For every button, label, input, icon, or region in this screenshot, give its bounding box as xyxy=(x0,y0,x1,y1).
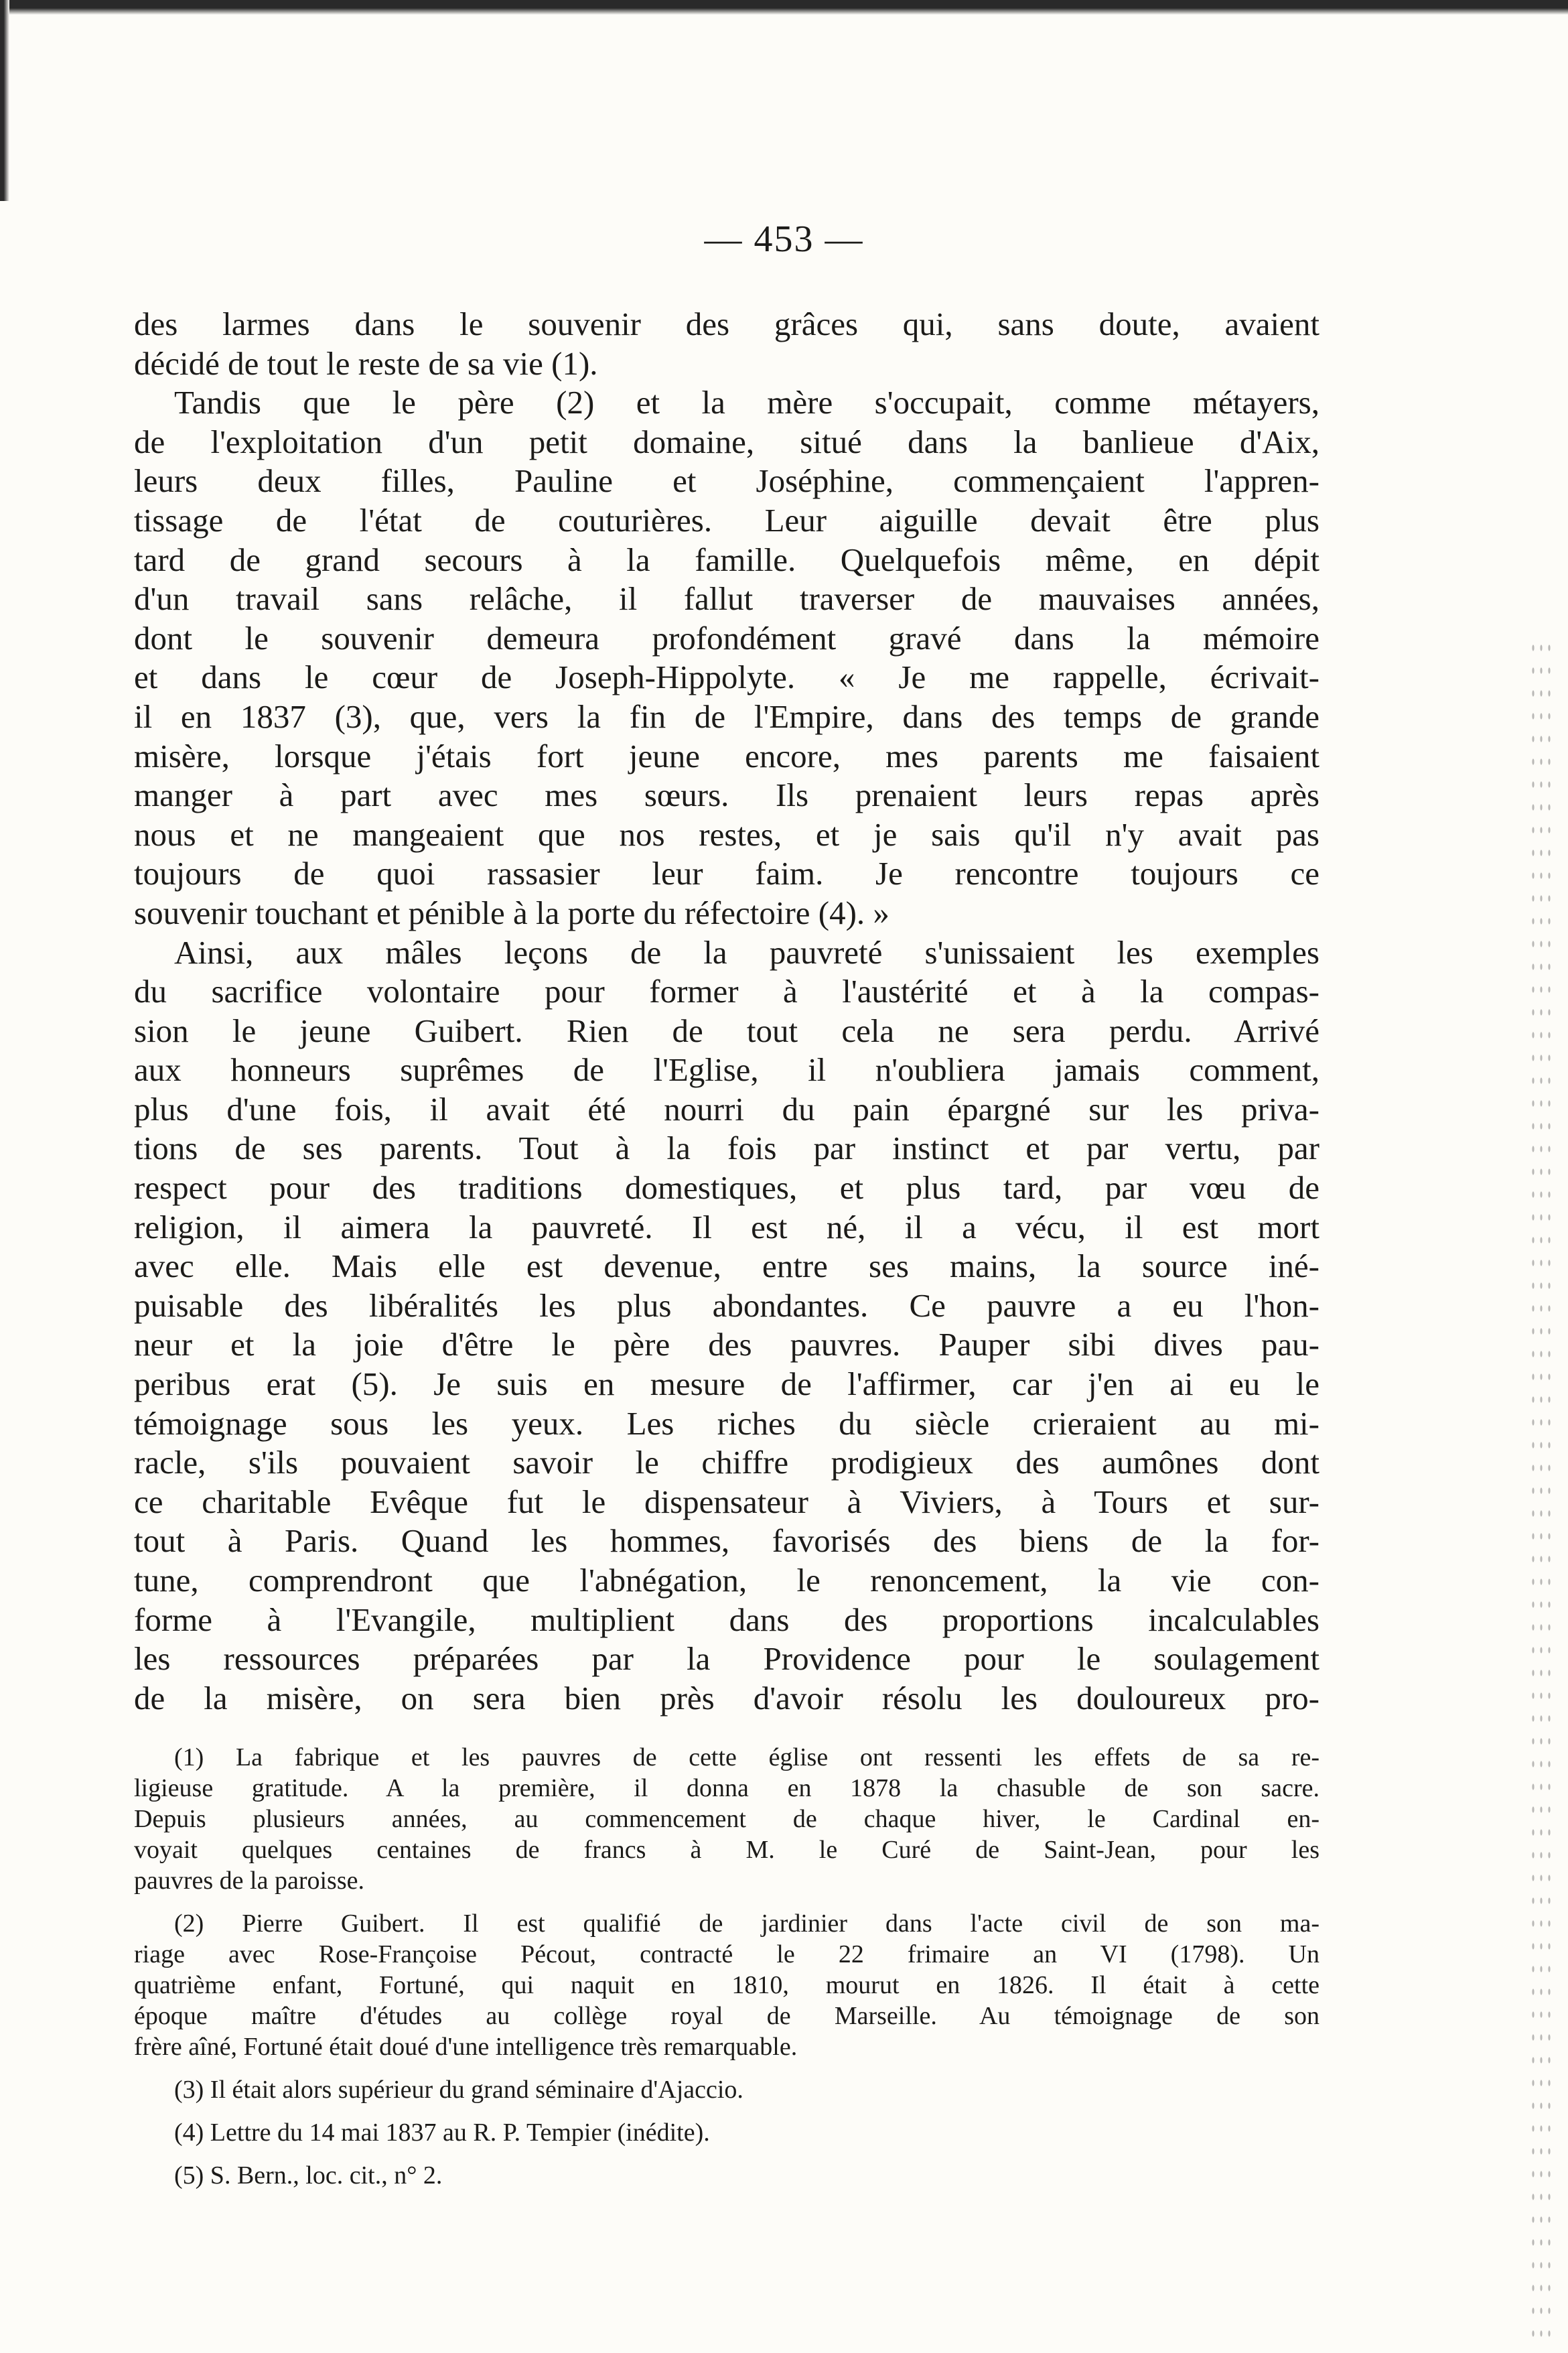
text-line: souvenir touchant et pénible à la porte du réfectoire (4). » xyxy=(134,894,889,931)
text-line: de la misère, on sera bien près d'avoir résolu les douloureux pro- xyxy=(134,1679,1320,1717)
text-line: plus d'une fois, il avait été nourri du pain épargné sur les priva- xyxy=(134,1090,1320,1128)
text-line: religion, il aimera la pauvreté. Il est né, il a vécu, il est mort xyxy=(134,1208,1320,1246)
text-line: leurs deux filles, Pauline et Joséphine, commençaient l'appren- xyxy=(134,462,1320,500)
scan-edge-specks xyxy=(1529,636,1556,2345)
text-line: misère, lorsque j'étais fort jeune encore, mes parents me faisaient xyxy=(134,737,1320,775)
footnote-line: (1) La fabrique et les pauvres de cette église ont ressenti les effets de sa re- xyxy=(174,1743,1320,1771)
footnote-line: ligieuse gratitude. A la première, il donna en 1878 la chasuble de son sacre. xyxy=(134,1774,1320,1802)
text-line: décidé de tout le reste de sa vie (1). xyxy=(134,344,598,382)
footnote-2 xyxy=(134,1908,1320,2062)
footnote-line: (5) S. Bern., loc. cit., n° 2. xyxy=(174,2161,443,2190)
text-line: des larmes dans le souvenir des grâces qui, sans doute, avaient xyxy=(134,306,1320,342)
footnotes xyxy=(134,1742,1320,2191)
text-line: puisable des libéralités les plus abondantes. Ce pauvre a eu l'hon- xyxy=(134,1286,1320,1324)
footnote-line: voyait quelques centaines de francs à M. le Curé de Saint-Jean, pour les xyxy=(134,1836,1320,1864)
text-line: les ressources préparées par la Providence pour le soulagement xyxy=(134,1640,1320,1678)
text-line: tout à Paris. Quand les hommes, favorisés des biens de la for- xyxy=(134,1522,1320,1560)
text-line: Ainsi, aux mâles leçons de la pauvreté s'unissaient les exemples xyxy=(174,933,1320,971)
footnote-line: (3) Il était alors supérieur du grand séminaire d'Ajaccio. xyxy=(174,2076,743,2104)
footnote-line: quatrième enfant, Fortuné, qui naquit en 1810, mourut en 1826. Il était à cette xyxy=(134,1971,1320,1999)
text-line: dont le souvenir demeura profondément gravé dans la mémoire xyxy=(134,619,1320,657)
text-line: sion le jeune Guibert. Rien de tout cela ne sera perdu. Arrivé xyxy=(134,1012,1320,1049)
footnote-5 xyxy=(134,2160,1320,2191)
footnote-line: pauvres de la paroisse. xyxy=(134,1867,364,1895)
text-line: forme à l'Evangile, multiplient dans des proportions incalculables xyxy=(134,1601,1320,1638)
text-line: et dans le cœur de Joseph-Hippolyte. « Je me rappelle, écrivait- xyxy=(134,659,1320,696)
text-line: du sacrifice volontaire pour former à l'austérité et à la compas- xyxy=(134,973,1320,1010)
text-line: d'un travail sans relâche, il fallut traverser de mauvaises années, xyxy=(134,580,1320,618)
text-line: neur et la joie d'être le père des pauvres. Pauper sibi dives pau- xyxy=(134,1326,1320,1363)
text-line: témoignage sous les yeux. Les riches du siècle crieraient au mi- xyxy=(134,1404,1320,1442)
scan-left-border xyxy=(0,0,9,201)
text-line: il en 1837 (3), que, vers la fin de l'Empire, dans des temps de grande xyxy=(134,697,1320,735)
text-line: avec elle. Mais elle est devenue, entre ses mains, la source iné- xyxy=(134,1248,1320,1285)
footnote-1 xyxy=(134,1742,1320,1896)
footnote-line: (2) Pierre Guibert. Il est qualifié de jardinier dans l'acte civil de son ma- xyxy=(174,1909,1320,1938)
footnote-line: riage avec Rose-Françoise Pécout, contracté le 22 frimaire an VI (1798). Un xyxy=(134,1940,1320,1968)
text-line: tissage de l'état de couturières. Leur aiguille devait être plus xyxy=(134,501,1320,539)
page-number: — 453 — xyxy=(704,218,864,260)
text-line: toujours de quoi rassasier leur faim. Je rencontre toujours ce xyxy=(134,855,1320,892)
footnote-line: Depuis plusieurs années, au commencement de chaque hiver, le Cardinal en- xyxy=(134,1805,1320,1833)
text-line: nous et ne mangeaient que nos restes, et je sais qu'il n'y avait pas xyxy=(134,815,1320,853)
text-line: tune, comprendront que l'abnégation, le renoncement, la vie con- xyxy=(134,1562,1320,1599)
footnote-4 xyxy=(134,2117,1320,2148)
text-line: manger à part avec mes sœurs. Ils prenaient leurs repas après xyxy=(134,777,1320,814)
footnote-line: (4) Lettre du 14 mai 1837 au R. P. Tempier (inédite). xyxy=(174,2119,710,2147)
text-line: ce charitable Evêque fut le dispensateur à Viviers, à Tours et sur- xyxy=(134,1483,1320,1520)
text-line: tard de grand secours à la famille. Quelquefois même, en dépit xyxy=(134,541,1320,578)
text-line: racle, s'ils pouvaient savoir le chiffre prodigieux des aumônes dont xyxy=(134,1444,1320,1481)
footnote-line: époque maître d'études au collège royal de Marseille. Au témoignage de son xyxy=(134,2002,1320,2030)
text-line: Tandis que le père (2) et la mère s'occupait, comme métayers, xyxy=(174,384,1320,421)
body-text xyxy=(134,305,1320,1718)
text-line: aux honneurs suprêmes de l'Eglise, il n'oubliera jamais comment, xyxy=(134,1051,1320,1089)
text-line: peribus erat (5). Je suis en mesure de l'affirmer, car j'en ai eu le xyxy=(134,1365,1320,1403)
scan-top-border xyxy=(0,0,1568,15)
text-line: de l'exploitation d'un petit domaine, situé dans la banlieue d'Aix, xyxy=(134,423,1320,460)
text-line: tions de ses parents. Tout à la fois par instinct et par vertu, par xyxy=(134,1130,1320,1167)
footnote-3 xyxy=(134,2074,1320,2105)
text-line: respect pour des traditions domestiques, et plus tard, par vœu de xyxy=(134,1169,1320,1207)
footnote-line: frère aîné, Fortuné était doué d'une intelligence très remarquable. xyxy=(134,2033,798,2061)
